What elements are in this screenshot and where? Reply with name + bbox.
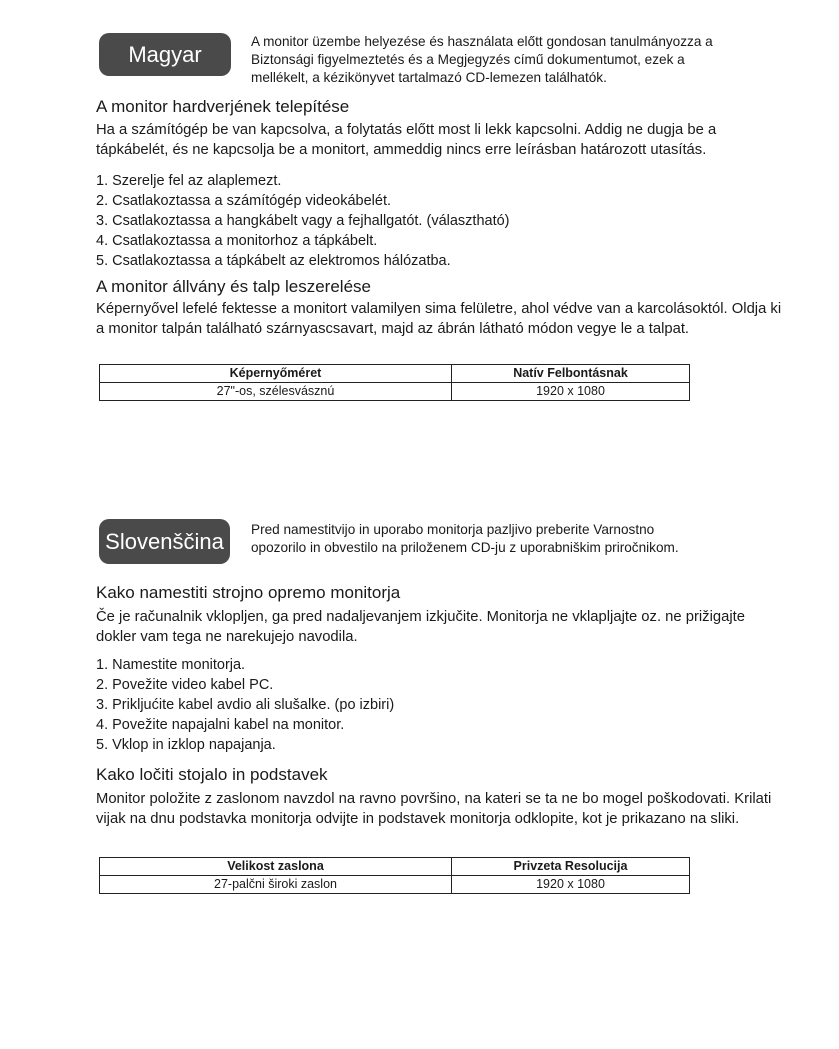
section-hungarian [0,0,839,520]
language-badge-slovenian: Slovenščina [99,519,230,564]
table-header-row [100,365,690,383]
stand-text-slovenian: Monitor položite z zaslonom navzdol na ravno površino, na kateri se ta ne bo mogel poškodovati. Krilati vijak na dnu podstavka monitorja odvijte in podstavek monitorja odklopite, kot je prikazano na sliki. [96,791,772,827]
intro-line: mellékelt, a kézikönyvet tartalmazó CD-lemezen találhatók. [251,70,607,85]
table-header: Képernyőméret [100,365,452,383]
intro-line: Pred namestitvijo in uporabo monitorja pazljivo preberite Varnostno [251,522,655,537]
table-header: Velikost zaslona [100,858,452,876]
table-cell: 27"-os, szélesvásznú [100,383,452,401]
list-item: 3. Prikljućite kabel avdio ali slušalke. (po izbiri) [96,697,395,713]
list-item: 5. Vklop in izklop napajanja. [96,737,276,753]
table-cell: 1920 x 1080 [452,383,690,401]
intro-line: opozorilo in obvestilo na priloženem CD-ju z uporabniškim priročnikom. [251,540,679,555]
list-item: 4. Povežite napajalni kabel na monitor. [96,717,345,733]
list-item: 1. Namestite monitorja. [96,657,246,673]
list-item: 3. Csatlakoztassa a hangkábelt vagy a fejhallgatót. (választható) [96,213,510,229]
intro-text-hungarian [251,33,713,87]
list-item: 2. Povežite video kabel PC. [96,677,274,693]
intro-line: A monitor üzembe helyezése és használata előtt gondosan tanulmányozza a [251,34,713,49]
list-item: 2. Csatlakoztassa a számítógép videokábelét. [96,193,391,209]
install-steps-slovenian [96,655,394,755]
stand-heading-slovenian: Kako ločiti stojalo in podstavek [96,765,328,784]
table-row [100,876,690,894]
table-header: Privzeta Resolucija [452,858,690,876]
intro-line: Biztonsági figyelmeztetés és a Megjegyzés című dokumentumot, ezek a [251,52,685,67]
stand-heading-hungarian: A monitor állvány és talp leszerelése [96,277,371,296]
table-cell: 1920 x 1080 [452,876,690,894]
install-heading-hungarian: A monitor hardverjének telepítése [96,97,350,116]
install-heading-slovenian: Kako namestiti strojno opremo monitorja [96,583,401,602]
install-text-slovenian: Če je računalnik vklopljen, ga pred nadaljevanjem izkjučite. Monitorja ne vklapljajte oz. ne prižigajte dokler vam tega ne narekujejo navodila. [96,609,745,645]
install-text-hungarian: Ha a számítógép be van kapcsolva, a folytatás előtt most li lekk kapcsolni. Addig ne dugja be a tápkábelét, és ne kapcsolja be a monitort, ammeddig nincs erre leírásban határozott utasítás. [96,122,717,158]
spec-table-slovenian [99,857,690,894]
intro-text-slovenian [251,521,679,557]
list-item: 1. Szerelje fel az alaplemezt. [96,173,282,189]
stand-text-hungarian: Képernyővel lefelé fektesse a monitort valamilyen sima felületre, ahol védve van a karcolásoktól. Oldja ki a monitor talpán található szárnyascsavart, majd az ábrán látható módon vegye le a talpat. [96,301,782,337]
table-cell: 27-palčni široki zaslon [100,876,452,894]
language-badge-hungarian: Magyar [99,33,231,76]
table-header: Natív Felbontásnak [452,365,690,383]
table-row [100,383,690,401]
list-item: 4. Csatlakoztassa a monitorhoz a tápkábelt. [96,233,378,249]
spec-table-hungarian [99,364,690,401]
install-steps-hungarian [96,171,510,271]
list-item: 5. Csatlakoztassa a tápkábelt az elektromos hálózatba. [96,253,451,269]
table-header-row [100,858,690,876]
